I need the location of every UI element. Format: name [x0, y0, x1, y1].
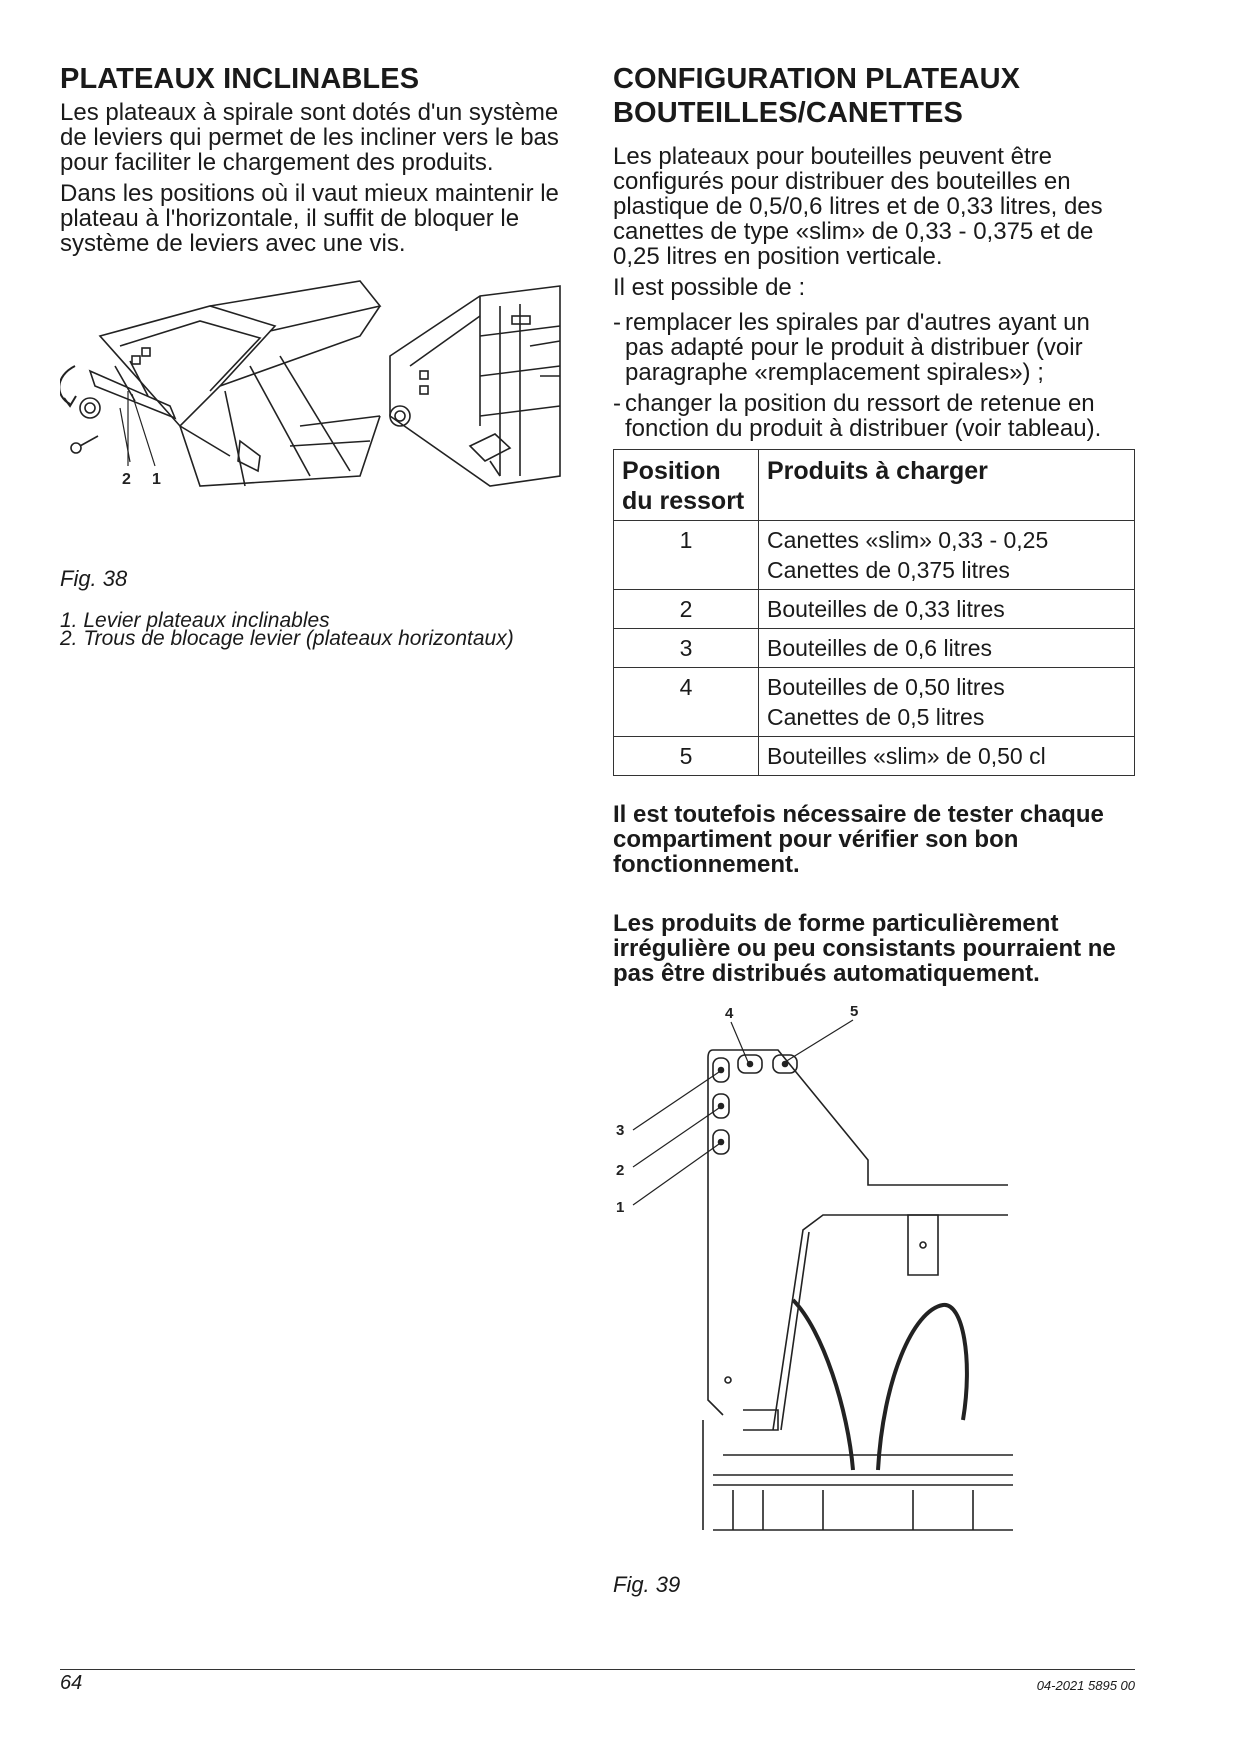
- spring-position-table: [613, 449, 1135, 776]
- table-cell-products: Bouteilles «slim» de 0,50 cl: [759, 737, 1135, 776]
- section-title-tilting-trays: PLATEAUX INCLINABLES: [60, 63, 420, 95]
- paragraph-tilting-lock: Dans les positions où il vaut mieux maintenir le plateau à l'horizontale, il suffit de bloquer le système de leviers avec une vis.: [60, 180, 559, 257]
- figure-38-legend: [60, 609, 580, 650]
- left-column: [60, 62, 580, 648]
- fig39-callout-1: 1: [616, 1199, 625, 1216]
- table-row: [614, 629, 1135, 668]
- list-item-change-spring: - changer la position du ressort de retenue en fonction du produit à distribuer (voir tableau).: [613, 390, 1102, 442]
- table-cell-position: 4: [614, 668, 759, 737]
- table-cell-products: Canettes «slim» 0,33 - 0,25 Canettes de 0,375 litres: [759, 521, 1135, 590]
- document-reference: 04-2021 5895 00: [1036, 1678, 1135, 1693]
- table-cell-products: Bouteilles de 0,6 litres: [759, 629, 1135, 668]
- fig38-callout-1: 1: [152, 471, 161, 488]
- fig39-callout-5: 5: [850, 1003, 859, 1020]
- legend-item-1: 1. Levier plateaux inclinables: [60, 609, 330, 632]
- note-irregular-products: Les produits de forme particulièrement irrégulière ou peu consistants pourraient ne pas être distribués automatiquement.: [613, 910, 1116, 987]
- list-item-replace-spirals: - remplacer les spirales par d'autres ayant un pas adapté pour le produit à distribuer (voir paragraphe «remplacement spirales») ;: [613, 309, 1090, 386]
- figure-39-illustration: [613, 1000, 1135, 1570]
- paragraph-tilting-intro: Les plateaux à spirale sont dotés d'un système de leviers qui permet de les incliner vers le bas pour faciliter le chargement des produits.: [60, 99, 559, 176]
- figure-39-caption: Fig. 39: [613, 1572, 681, 1597]
- fig39-callout-3: 3: [616, 1122, 625, 1139]
- page-number: 64: [60, 1672, 83, 1694]
- table-cell-position: 2: [614, 590, 759, 629]
- right-column: [613, 62, 1135, 1598]
- table-cell-products: Bouteilles de 0,50 litres Canettes de 0,5 litres: [759, 668, 1135, 737]
- section-title-line-1: CONFIGURATION PLATEAUX: [613, 63, 1021, 95]
- table-cell-products: Bouteilles de 0,33 litres: [759, 590, 1135, 629]
- section-title-line-2: BOUTEILLES/CANETTES: [613, 97, 963, 129]
- table-header-position: Position du ressort: [614, 450, 759, 521]
- legend-item-2: 2. Trous de blocage levier (plateaux horizontaux): [60, 627, 514, 650]
- fig38-callout-2: 2: [122, 471, 131, 488]
- table-cell-position: 3: [614, 629, 759, 668]
- figure-38-caption: Fig. 38: [60, 566, 128, 591]
- table-row: [614, 590, 1135, 629]
- table-header-row: [614, 450, 1135, 521]
- fig39-callout-2: 2: [616, 1162, 625, 1179]
- table-cell-position: 1: [614, 521, 759, 590]
- table-row: [614, 521, 1135, 590]
- table-row: [614, 668, 1135, 737]
- note-test-compartments: Il est toutefois nécessaire de tester chaque compartiment pour vérifier son bon fonctionnement.: [613, 801, 1104, 878]
- paragraph-possible: Il est possible de :: [613, 274, 806, 301]
- table-header-products: Produits à charger: [759, 450, 1135, 521]
- paragraph-config-intro: Les plateaux pour bouteilles peuvent être configurés pour distribuer des bouteilles en plastique de 0,5/0,6 litres et de 0,33 litres, des canettes de type «slim» de 0,33 - 0,375 et de 0,25 litres en position verticale.: [613, 143, 1103, 270]
- section-title-config: [613, 62, 1135, 130]
- footer-divider: [60, 1669, 1135, 1670]
- table-cell-position: 5: [614, 737, 759, 776]
- fig39-callout-4: 4: [725, 1005, 734, 1022]
- figure-38-illustration: [60, 276, 580, 516]
- table-row: [614, 737, 1135, 776]
